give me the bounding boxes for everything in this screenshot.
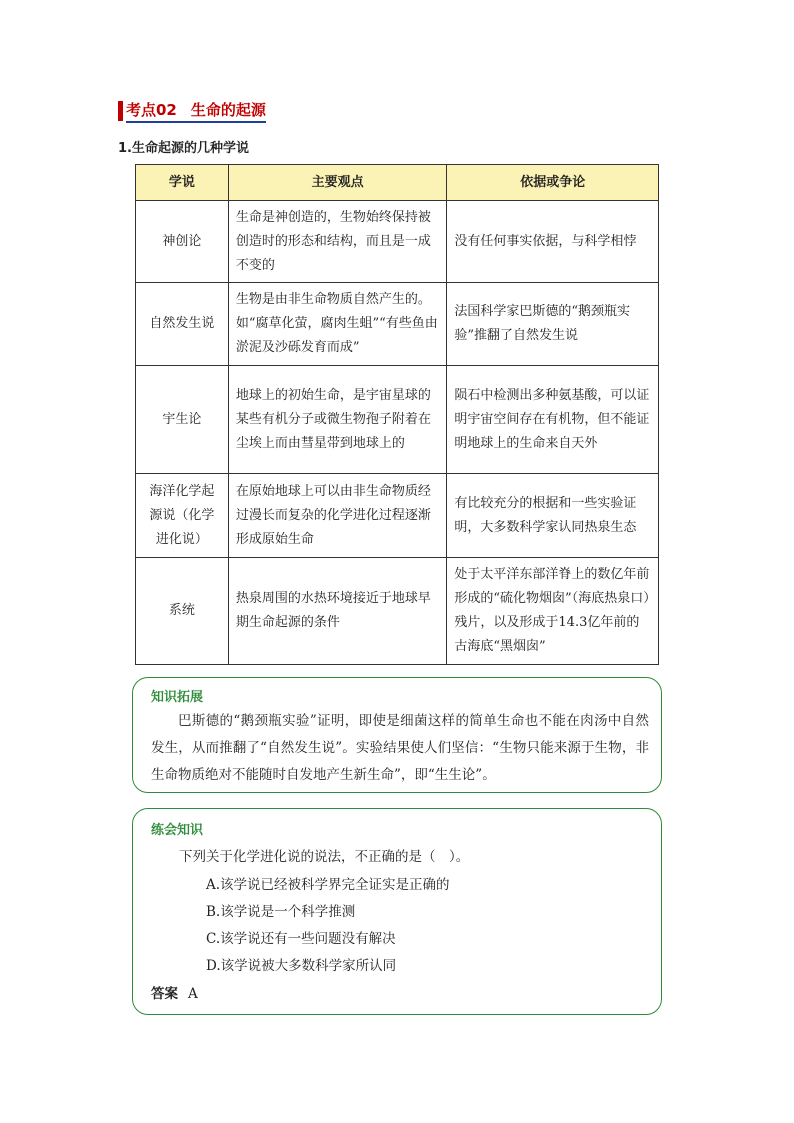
heading-title: 生命的起源 — [190, 101, 266, 119]
table-header-row — [136, 165, 659, 201]
knowledge-extension-box — [132, 677, 662, 793]
heading-text — [126, 99, 266, 123]
cell-evidence: 有比较充分的根据和一些实验证明，大多数科学家认同热泉生态 — [447, 474, 659, 558]
cell-evidence: 陨石中检测出多种氨基酸，可以证明宇宙空间存在有机物，但不能证明地球上的生命来自天外 — [447, 366, 659, 474]
extension-title: 知识拓展 — [151, 690, 204, 705]
cell-viewpoint: 热泉周围的水热环境接近于地球早期生命起源的条件 — [228, 558, 447, 665]
cell-viewpoint: 在原始地球上可以由非生命物质经过漫长而复杂的化学进化过程逐渐形成原始生命 — [228, 474, 447, 558]
cell-theory: 宇生论 — [136, 366, 229, 474]
cell-evidence: 法国科学家巴斯德的“鹅颈瓶实验”推翻了自然发生说 — [447, 283, 659, 366]
section-heading — [118, 100, 266, 122]
option-c: C.该学说还有一些问题没有解决 — [206, 931, 396, 947]
cell-theory: 自然发生说 — [136, 283, 229, 366]
cell-viewpoint: 地球上的初始生命，是宇宙星球的某些有机分子或微生物孢子附着在尘埃上而由彗星带到地球上的 — [228, 366, 447, 474]
extension-text: 巴斯德的“鹅颈瓶实验”证明，即使是细菌这样的简单生命也不能在肉汤中自然发生，从而推翻了“自然发生说”。实验结果使人们坚信：“生物只能来源于生物，非生命物质绝对不能随时自发地产生新生命”，即“生生论”。 — [151, 713, 649, 783]
table-row — [136, 366, 659, 474]
practice-title: 练会知识 — [151, 823, 204, 838]
table-row — [136, 474, 659, 558]
cell-viewpoint: 生物是由非生命物质自然产生的。如“腐草化萤，腐肉生蛆”“有些鱼由淤泥及沙砾发育而成” — [228, 283, 447, 366]
answer-line — [151, 982, 198, 1002]
heading-prefix: 考点02 — [126, 101, 177, 119]
cell-theory: 海洋化学起源说（化学进化说） — [136, 474, 229, 558]
cell-evidence: 没有任何事实依据，与科学相悖 — [447, 201, 659, 283]
cell-evidence: 处于太平洋东部洋脊上的数亿年前形成的“硫化物烟囱”（海底热泉口）残片，以及形成于14.3亿年前的古海底“黑烟囱” — [447, 558, 659, 665]
option-d: D.该学说被大多数科学家所认同 — [206, 958, 397, 974]
table-row — [136, 283, 659, 366]
table-row — [136, 558, 659, 665]
option-a: A.该学说已经被科学界完全证实是正确的 — [206, 877, 450, 893]
cell-viewpoint: 生命是神创造的，生物始终保持被创造时的形态和结构，而且是一成不变的 — [228, 201, 447, 283]
answer-value: A — [188, 986, 198, 1002]
subheading: 1.生命起源的几种学说 — [118, 141, 249, 156]
theories-table — [135, 164, 659, 665]
header-evidence: 依据或争论 — [447, 165, 659, 201]
table-row — [136, 201, 659, 283]
practice-box — [132, 808, 662, 1015]
option-b: B.该学说是一个科学推测 — [206, 904, 356, 920]
heading-marker — [118, 101, 123, 121]
answer-label: 答案 — [151, 986, 178, 1002]
header-theory: 学说 — [136, 165, 229, 201]
header-viewpoint: 主要观点 — [228, 165, 447, 201]
cell-theory: 神创论 — [136, 201, 229, 283]
cell-theory: 系统 — [136, 558, 229, 665]
practice-question: 下列关于化学进化说的说法，不正确的是（ ）。 — [179, 849, 470, 865]
